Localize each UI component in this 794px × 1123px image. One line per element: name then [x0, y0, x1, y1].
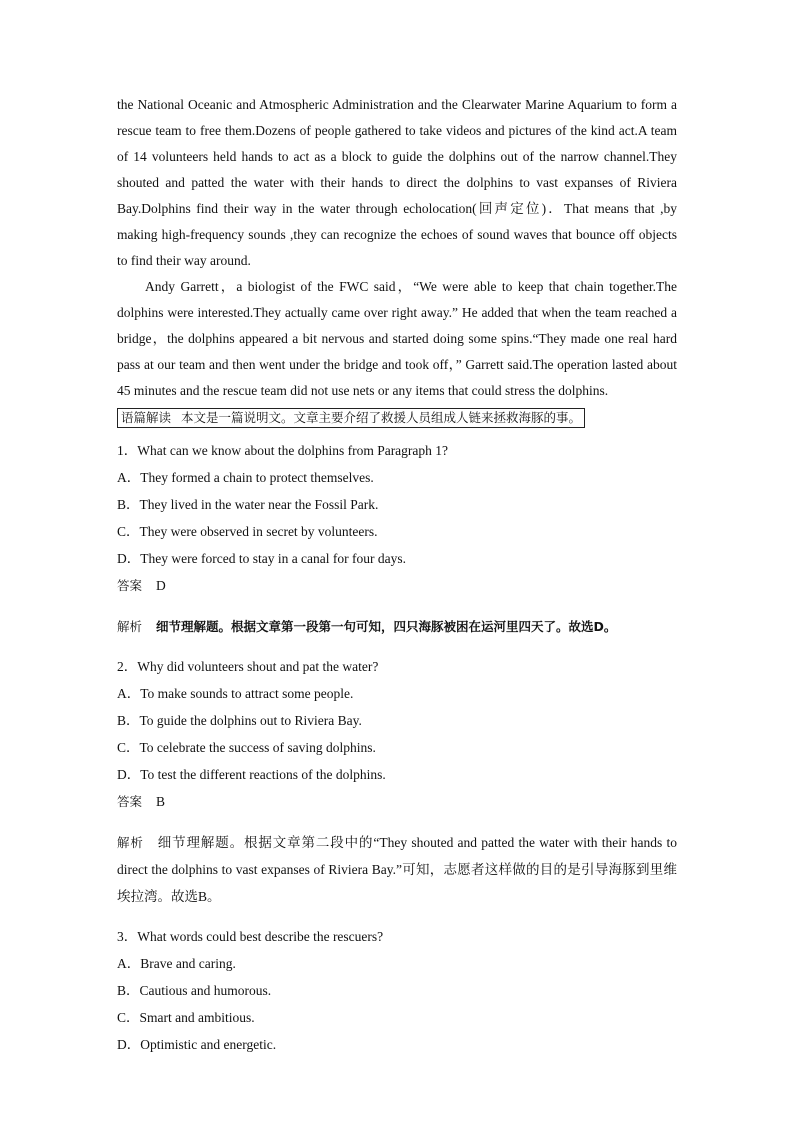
answer-value: D	[156, 578, 166, 593]
analysis-line	[117, 829, 677, 910]
question-3	[117, 923, 677, 1058]
summary-text: 本文是一篇说明文。文章主要介绍了救援人员组成人链来拯救海豚的事。	[181, 410, 582, 425]
option-a: A．To make sounds to attract some people.	[117, 686, 354, 701]
answer-line	[117, 572, 677, 599]
analysis-text: 细节理解题。根据文章第二段中的“They shouted and patted the water with their hands to direct the dolphins to vast expanses of Riviera Bay.”可知，志愿者这样做的目的是引导海豚到里维埃拉湾。故选B。	[117, 834, 677, 904]
analysis-label: 解析	[117, 618, 143, 634]
analysis-line	[117, 613, 677, 640]
option-c: C．To celebrate the success of saving dolphins.	[117, 740, 376, 755]
question-1	[117, 437, 677, 640]
passage-paragraph-2: Andy Garrett，a biologist of the FWC said，“We were able to keep that chain together.The dolphins were interested.They actually came over right away.” He added that when the team reached a bridge，the dolphins appeared a bit nervous and started doing some spins.“They made one real hard pass at our team and then went under the bridge and took off，” Garrett said.The operation lasted about 45 minutes and the rescue team did not use nets or any items that could stress the dolphins.	[117, 279, 677, 398]
answer-line	[117, 788, 677, 815]
option-d: D．They were forced to stay in a canal for four days.	[117, 551, 407, 566]
analysis-label: 解析	[117, 834, 144, 850]
answer-value: B	[156, 794, 166, 809]
option-a: A．Brave and caring.	[117, 956, 236, 971]
option-a: A．They formed a chain to protect themselves.	[117, 470, 374, 485]
answer-label: 答案	[117, 794, 143, 809]
option-d: D．Optimistic and energetic.	[117, 1037, 277, 1052]
passage-paragraph-1: the National Oceanic and Atmospheric Administration and the Clearwater Marine Aquarium to form a rescue team to free them.Dozens of people gathered to take videos and pictures of the kind act.A team of 14 volunteers held hands to act as a block to guide the dolphins out of the narrow channel.They shouted and patted the water with their hands to direct the dolphins to vast expanses of Riviera Bay.Dolphins find their way in the water through echolocation(回声定位)．That means that ,by making high-frequency sounds ,they can recognize the echoes of sound waves that bounce off objects to find their way around.	[117, 97, 677, 268]
summary-label: 语篇解读	[121, 410, 172, 425]
option-b: B．To guide the dolphins out to Riviera Bay.	[117, 713, 362, 728]
question-stem: 3．What words could best describe the rescuers?	[117, 929, 384, 944]
reading-summary-box	[117, 408, 585, 428]
option-c: C．Smart and ambitious.	[117, 1010, 255, 1025]
option-c: C．They were observed in secret by volunteers.	[117, 524, 378, 539]
option-b: B．They lived in the water near the Fossil Park.	[117, 497, 379, 512]
question-2	[117, 653, 677, 910]
analysis-text: 细节理解题。根据文章第一段第一句可知，四只海豚被困在运河里四天了。故选D。	[156, 618, 617, 634]
document-page	[117, 92, 677, 1058]
option-d: D．To test the different reactions of the dolphins.	[117, 767, 386, 782]
option-b: B．Cautious and humorous.	[117, 983, 272, 998]
answer-label: 答案	[117, 578, 143, 593]
question-stem: 2．Why did volunteers shout and pat the water?	[117, 659, 379, 674]
question-stem: 1．What can we know about the dolphins from Paragraph 1?	[117, 443, 449, 458]
